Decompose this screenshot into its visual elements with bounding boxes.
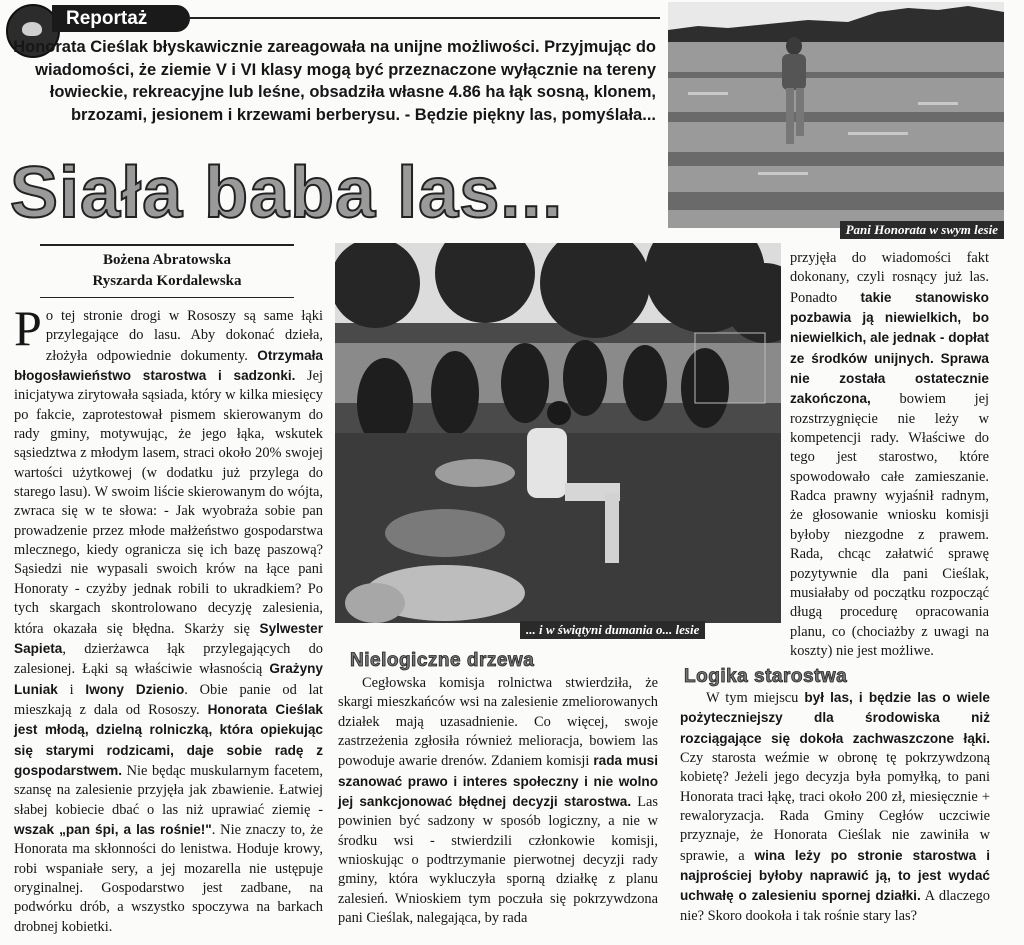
text-run: i <box>57 681 86 698</box>
subhead-logika-starostwa: Logika starostwa <box>684 666 848 687</box>
author-2: Ryszarda Kordalewska <box>92 273 242 289</box>
text-run: przyjęła do wiadomości fakt dokonany, czyli rosnący już las. Ponadto <box>790 250 989 306</box>
text-run: . Nie znaczy to, że Honorata ma skłonności do lenistwa. Hoduje krowy, robi wspaniałe sery, a jej mozarella nie ustępuje oryginalnej. Gospodarstwo jest zadbane, na podwórku drób, a wszystko spoczywa na barkach drobnej kobietki. <box>14 821 323 935</box>
text-run: . Obie panie od lat mieszkają z dala od Rososzy. <box>14 681 323 718</box>
byline <box>40 244 294 298</box>
column-4 <box>680 688 990 926</box>
text-run: o tej stronie drogi w Rososzy są same łąki przylegające do lasu. Aby dokonać dzieła, złożyła odpowiednie dokumenty. <box>45 308 323 364</box>
bold-run: Honorata Cieślak jest młodą, dzielną rolniczką, która opiekując się starymi rodzicami, daje sobie radę z gospodarstwem. <box>14 701 323 778</box>
column-3 <box>790 249 989 661</box>
photo-caption-middle: ... i w świątyni dumania o... lesie <box>520 621 705 639</box>
text-run: W tym miejscu <box>706 690 805 706</box>
text-run: Czy starosta weźmie w obronę tę pokrzywdzoną kobietę? Jeżeli jego decyzja była pomyłką, to pani Honorata traci łąkę, traci około 200 zł, miesięcznie + rewaloryzacja. Rada Gminy Cegłów uczciwie przyznaje, że Honorata Cieślak nie zawiniła w sprawie, a <box>680 750 990 864</box>
author-1: Bożena Abratowska <box>103 252 231 268</box>
bold-run: rada musi szanować prawo i interes społeczny i nie wolno jej sankcjonować błędnej decyzji starostwa. <box>338 753 659 810</box>
bold-run: Grażyny Luniak <box>14 661 323 697</box>
section-tag: Reportaż <box>52 5 190 32</box>
photo-woman-in-field <box>668 2 1004 228</box>
bold-run: takie stanowisko pozbawia ją niewielkich, bo niewielkich, ale jednak - dopłat ze środków unijnych. Sprawa nie została ostatecznie zakończona, <box>790 289 989 407</box>
bold-run: wina leży po stronie starostwa i najprościej byłoby naprawić ją, to jest wydać uchwałę o zalesieniu spornej działki. <box>680 847 991 904</box>
text-run: , dzierżawca łąk przylegających do zalesionej. Łąki są właściwie własnością <box>14 640 323 678</box>
column-2 <box>338 674 658 928</box>
subhead-nielogiczne-drzewa: Nielogiczne drzewa <box>350 650 535 671</box>
headline: Siała baba las... <box>10 153 564 233</box>
lead-paragraph: Honorata Cieślak błyskawicznie zareagowała na unijne możliwości. Przyjmując do wiadomości, że ziemie V i VI klasy mogą być przeznaczone wyłącznie na tereny łowieckie, rekreacyjne lub leśne, obsadziła własne 4.86 ha łąk sosną, klonem, brzozami, jesionem i krzewami berberysu. - Będzie piękny las, pomyślała... <box>13 38 656 124</box>
bold-run: Iwony Dzienio <box>85 681 185 697</box>
text-run: Las powinien być sadzony w sposób logiczny, a nie w środku wsi - stwierdzili członkowie komisji, wnioskując o podtrzymanie pierwotnej decyzji rady gminy, która wykluczyła sporną działkę z planu zalesień. Wnioskiem tym poczuła się pokrzywdzona pani Cieślak, nalegająca, by rada <box>338 794 658 927</box>
bold-run: Otrzymała błogosławieństwo starostwa i sadzonki. <box>14 347 323 384</box>
photo-caption-top: Pani Honorata w swym lesie <box>840 221 1004 239</box>
column-1 <box>14 300 323 937</box>
drop-cap: P <box>14 300 42 356</box>
text-run: bowiem jej rozstrzygnięcie nie leży w kompetencji rady. Właściwe do tego jest starostwo, które spowodowało całe zamieszanie. Radca prawny wyjaśnił radnym, że głosowanie wniosku komisji byłoby niezgodne z prawem. Rada, chcąc załatwić sprawę pozytywnie dla pani Cieślak, musiałaby od początku rozpocząć długą procedurę opracowania planu, co (chociażby z uwagi na koszty) nie jest możliwe. <box>790 391 989 659</box>
text-run: A dlaczego nie? Skoro dookoła i tak rośnie stary las? <box>680 888 991 924</box>
bold-run: Sylwester Sapieta <box>14 620 323 656</box>
text-run: Jej inicjatywa zirytowała sąsiada, który w kilka miesięcy po fakcie, zaprotestował pismem skierowanym do rady gminy, motywując, że jego łąka, wskutek sąsiedztwa z młodym lasem, straci około 20% swojej wartości użytkowej (w dodatku już przylega do starego lasu). W swoim liście skierowanym do wójta, zwraca się w te słowa: - Jak wyobraża sobie pan prowadzenie przez młode małżeństwo gospodarstwa mlecznego, kiedy ogranicza się ich bazę paszową? Sąsiedzi nie wypasali swoich krów na łące pani Honoraty - czyżby jednak robili to ukradkiem? Po tych skargach skontrolowano decyzję zalesienia, która okazała się błędna. Skarży się <box>14 368 323 637</box>
photo-woman-in-garden <box>335 243 781 623</box>
bold-run: wszak „pan śpi, a las rośnie!" <box>14 821 212 837</box>
text-run: Nie będąc muskularnym facetem, szansę na zalesienie przyjęła jak zbawienie. Łatwiej słabej kobiecie dbać o las niż uprawiać ziemię - <box>14 762 323 818</box>
header-rule <box>190 17 660 19</box>
text-run: Cegłowska komisja rolnictwa stwierdziła, że skargi mieszkańców wsi na zalesienie zmeliorowanych działek mają uzasadnienie. Co więcej, swoje zastrzeżenia zgłosiła również melioracja, bowiem las powoduje awarie drenów. Zdaniem komisji <box>338 675 658 770</box>
bold-run: był las, i będzie las o wiele pożyteczniejszy dla środowiska niż rozciągające się dokoła zachwaszczone łąki. <box>680 690 990 746</box>
